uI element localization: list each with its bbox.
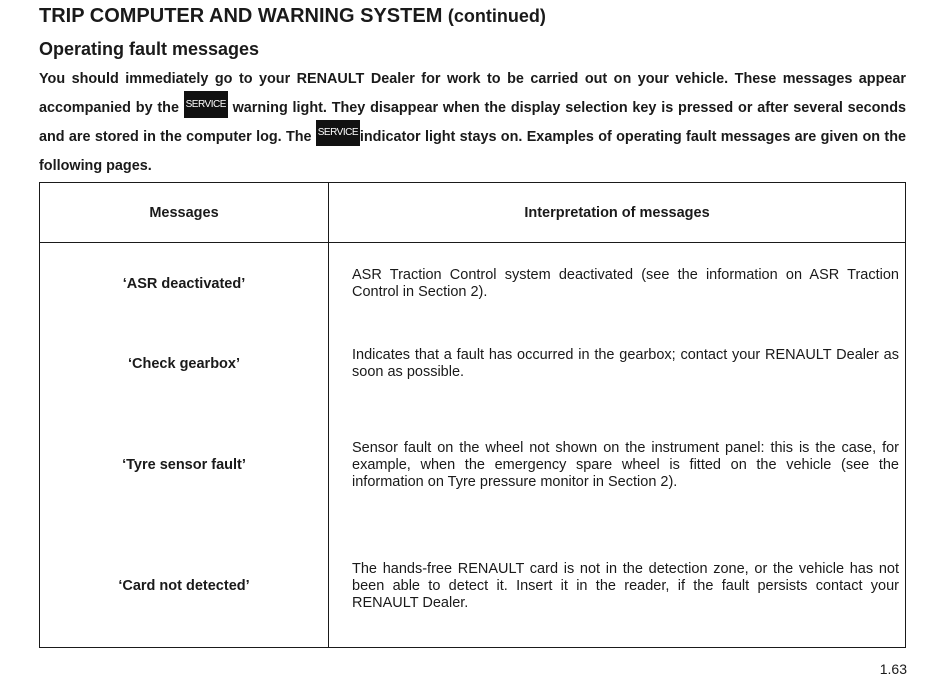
interpretation-cell: Sensor fault on the wheel not shown on the instrument panel: this is the case, for example, when the emergency spare wheel is fitted on the vehicle (see the information on Tyre pressure monitor in Section 2). xyxy=(329,405,906,526)
title-suffix: (continued) xyxy=(447,6,546,26)
message-cell: ‘Check gearbox’ xyxy=(40,324,329,405)
page-title xyxy=(39,5,546,28)
table-header-row xyxy=(40,183,906,243)
message-cell: ‘Tyre sensor fault’ xyxy=(40,405,329,526)
interpretation-cell: Indicates that a fault has occurred in the gearbox; contact your RENAULT Dealer as soon as possible. xyxy=(329,324,906,405)
interpretation-cell: The hands-free RENAULT card is not in the detection zone, or the vehicle has not been able to detect it. Insert it in the reader, if the fault persists contact your RENAULT Dealer. xyxy=(329,526,906,648)
section-subtitle: Operating fault messages xyxy=(39,39,260,59)
service-warning-icon: SERVICE xyxy=(184,91,228,118)
service-indicator-icon: SERVICE xyxy=(316,120,360,146)
interpretation-cell: ASR Traction Control system deactivated (see the information on ASR Traction Control in Section 2). xyxy=(329,243,906,325)
message-cell: ‘Card not detected’ xyxy=(40,526,329,648)
intro-text-1: You should immediately go to your RENAULT Dealer for work to be carried out on your vehicle. These messages appear accompanied by the xyxy=(39,71,906,116)
table-row xyxy=(40,243,906,325)
page-number: 1.63 xyxy=(879,661,907,677)
table-row xyxy=(40,324,906,405)
message-cell: ‘ASR deactivated’ xyxy=(40,243,329,325)
header-messages: Messages xyxy=(40,183,329,243)
table-row xyxy=(40,405,906,526)
fault-messages-table xyxy=(39,182,906,648)
table-row xyxy=(40,526,906,648)
intro-text-3: indicator light stays on. Examples of operating fault messages are given on the following pages. xyxy=(39,129,906,174)
header-interpretation: Interpretation of messages xyxy=(329,183,906,243)
intro-text-2: warning light. They disappear when the display selection key is pressed or after several seconds and are stored in the computer log. The xyxy=(39,100,907,145)
intro-paragraph xyxy=(39,65,906,181)
title-text: TRIP COMPUTER AND WARNING SYSTEM xyxy=(39,5,443,27)
